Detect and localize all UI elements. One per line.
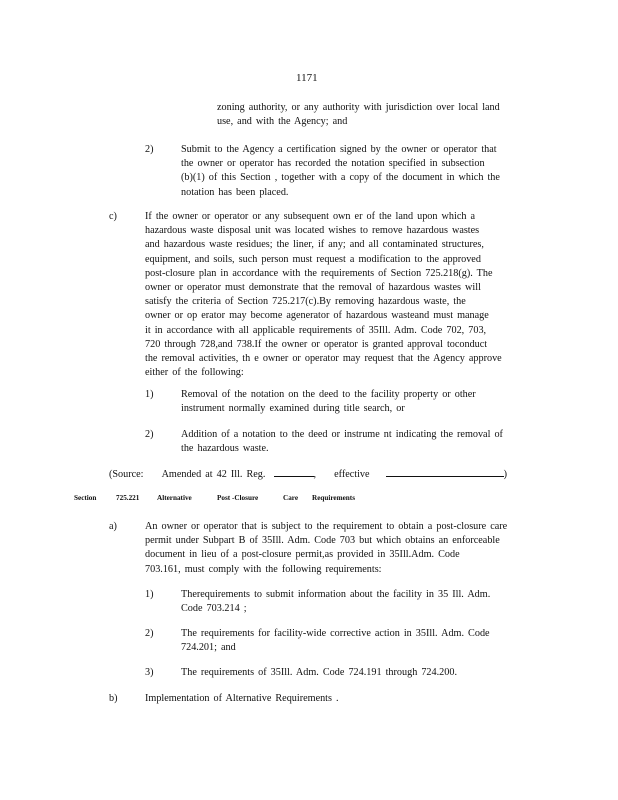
text-line: owner or op erator may become agenerator of hazardous wasteand must manage <box>145 310 489 322</box>
text-line: it in accordance with all applicable requirements of 35Ill. Adm. Code 702, 703, <box>145 324 487 336</box>
blank-line <box>386 467 504 477</box>
continuation-text <box>217 101 500 129</box>
source-open: (Source: <box>109 469 144 480</box>
source-note <box>109 467 507 482</box>
section-title-word: Care <box>283 494 299 502</box>
text-line: 703.161, must comply with the following requirements: <box>145 563 382 575</box>
section-number: 725.221 <box>116 494 140 502</box>
text-line: use, and with the Agency; and <box>217 116 348 128</box>
item-number: 2) <box>145 144 154 155</box>
text-line: instrument normally examined during title search, or <box>181 403 405 415</box>
text-line: the removal activities, th e owner or operator may request that the Agency approve <box>145 353 502 365</box>
item-number: 2) <box>145 628 154 639</box>
text-line: document in lieu of a post-closure permit,as provided in 35Ill.Adm. Code <box>145 549 460 561</box>
section-label: Section <box>74 494 97 502</box>
blank-line <box>274 467 314 477</box>
text-line: Removal of the notation on the deed to the facility property or other <box>181 389 476 400</box>
text-line: post-closure plan in accordance with the requirements of Section 725.218(g). The <box>145 267 493 279</box>
text-line: hazardous waste disposal unit was located wishes to remove hazardous wastes <box>145 225 480 237</box>
text-line: notation has been placed. <box>181 186 289 198</box>
subsection-label: b) <box>109 693 118 704</box>
section-title-word: Alternative <box>157 494 192 502</box>
text-line: Code 703.214 ; <box>181 603 247 615</box>
item-c1-text <box>181 388 476 416</box>
item-2-text <box>181 143 500 200</box>
text-line: An owner or operator that is subject to the requirement to obtain a post-closure care <box>145 521 508 532</box>
text-line: The requirements of 35Ill. Adm. Code 724.191 through 724.200. <box>181 667 457 678</box>
item-number: 1) <box>145 389 154 400</box>
item-a1-text <box>181 588 490 616</box>
text-line: satisfy the criteria of Section 725.217(c).By removing hazardous waste, the <box>145 296 466 308</box>
subsection-label: a) <box>109 521 117 532</box>
text-line: (b)(1) of this Section , together with a copy of the document in which the <box>181 172 500 184</box>
item-number: 1) <box>145 589 154 600</box>
subsection-b-text: Implementation of Alternative Requirements . <box>145 693 339 704</box>
source-comma: , <box>313 469 317 480</box>
text-line: the owner or operator has recorded the notation specified in subsection <box>181 158 485 170</box>
text-line: 724.201; and <box>181 642 236 654</box>
subsection-a-text <box>145 520 507 577</box>
text-line: The requirements for facility-wide corrective action in 35Ill. Adm. Code <box>181 628 490 639</box>
item-a3-text <box>181 666 457 680</box>
text-line: Addition of a notation to the deed or instrume nt indicating the removal of <box>181 429 503 440</box>
text-line: either of the following: <box>145 367 244 379</box>
item-c2-text <box>181 428 503 456</box>
text-line: and hazardous waste residues; the liner, if any; and all contaminated structures, <box>145 239 484 251</box>
text-line: Submit to the Agency a certification signed by the owner or operator that <box>181 144 497 155</box>
text-line: owner or operator must demonstrate that the removal of hazardous wastes will <box>145 282 481 294</box>
page-number: 1171 <box>296 72 318 84</box>
item-a2-text <box>181 627 490 655</box>
item-number: 2) <box>145 429 154 440</box>
item-number: 3) <box>145 667 154 678</box>
subsection-label: c) <box>109 211 117 222</box>
section-title-word: Post -Closure <box>217 494 259 502</box>
section-title-word: Requirements <box>312 494 355 502</box>
text-line: the hazardous waste. <box>181 443 269 455</box>
text-line: If the owner or operator or any subsequent own er of the land upon which a <box>145 211 476 222</box>
text-line: zoning authority, or any authority with jurisdiction over local land <box>217 102 500 113</box>
source-amended: Amended at 42 Ill. Reg. <box>161 469 266 480</box>
source-effective: effective <box>334 469 370 480</box>
text-line: equipment, and soils, such person must request a modification to the approved <box>145 253 481 265</box>
text-line: 720 through 728,and 738.If the owner or operator is granted approval toconduct <box>145 338 488 350</box>
source-close: ) <box>503 469 507 480</box>
text-line: permit under Subpart B of 35Ill. Adm. Code 703 but which obtains an enforceable <box>145 535 500 547</box>
text-line: Therequirements to submit information about the facility in 35 Ill. Adm. <box>181 589 491 600</box>
subsection-c-text <box>145 210 502 380</box>
